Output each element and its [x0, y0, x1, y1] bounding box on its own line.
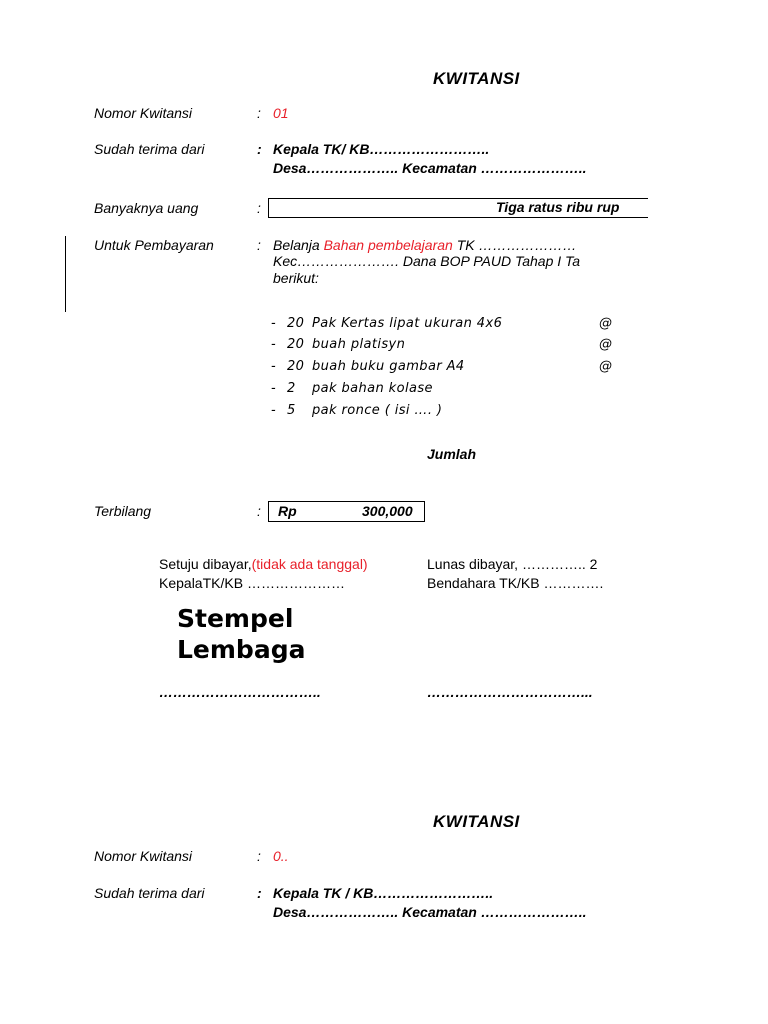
- item-desc: buah buku gambar A4: [312, 359, 465, 374]
- nomor-kwitansi-value: 0..: [273, 848, 289, 864]
- sudah-terima-label: Sudah terima dari: [94, 885, 205, 901]
- stamp-line-1: Stempel: [177, 604, 294, 633]
- item-desc: pak ronce ( isi …. ): [312, 403, 443, 418]
- bahan-pembelajaran-text: Bahan pembelajaran: [323, 237, 453, 253]
- untuk-pembayaran-label: Untuk Pembayaran: [94, 237, 214, 253]
- kepala-tk-line: Kepala TK / KB……………………..: [273, 885, 494, 901]
- colon: :: [257, 200, 261, 216]
- bendahara-label: Bendahara TK/KB ………….: [427, 575, 604, 591]
- item-desc: Pak Kertas lipat ukuran 4x6: [312, 316, 503, 331]
- belanja-text: Belanja: [273, 237, 320, 253]
- item-qty: 20: [287, 359, 305, 374]
- colon: :: [257, 237, 261, 253]
- nomor-kwitansi-label: Nomor Kwitansi: [94, 105, 193, 121]
- item-dash: -: [271, 403, 277, 418]
- item-at: @: [599, 337, 613, 352]
- nomor-kwitansi-value: 01: [273, 105, 289, 121]
- stamp-line-2: Lembaga: [177, 635, 306, 664]
- item-qty: 20: [287, 337, 305, 352]
- item-qty: 20: [287, 316, 305, 331]
- item-dash: -: [271, 359, 277, 374]
- stempel-lembaga: [177, 603, 305, 665]
- colon: :: [257, 885, 262, 901]
- colon: :: [257, 848, 261, 864]
- pembayaran-line-3: berikut:: [273, 270, 319, 286]
- item-desc: buah platisyn: [312, 337, 406, 352]
- item-dash: -: [271, 337, 277, 352]
- item-qty: 2: [287, 381, 296, 396]
- setuju-dibayar: [159, 556, 368, 572]
- item-at: @: [599, 316, 613, 331]
- rp-value: 300,000: [362, 503, 413, 519]
- sudah-terima-label: Sudah terima dari: [94, 141, 205, 157]
- tidak-ada-tanggal: (tidak ada tanggal): [251, 556, 368, 572]
- tk-dots-text: TK …………………: [456, 237, 577, 253]
- jumlah-label: Jumlah: [427, 446, 477, 462]
- desa-kecamatan-line: Desa……………….. Kecamatan …………………..: [273, 904, 587, 920]
- amount-words-value: Tiga ratus ribu rup: [496, 199, 620, 215]
- desa-kecamatan-line: Desa……………….. Kecamatan …………………..: [273, 160, 587, 176]
- item-at: @: [599, 359, 613, 374]
- setuju-text: Setuju dibayar,: [159, 556, 252, 572]
- lunas-dibayar: Lunas dibayar, ………….. 2: [427, 556, 598, 572]
- signature-line-left: ……………………………..: [159, 684, 321, 700]
- pembayaran-line-2: Kec…………………. Dana BOP PAUD Tahap I Ta: [273, 253, 581, 269]
- item-desc: pak bahan kolase: [312, 381, 433, 396]
- rp-label: Rp: [278, 503, 297, 519]
- banyaknya-uang-label: Banyaknya uang: [94, 200, 199, 216]
- colon: :: [257, 105, 261, 121]
- kepala-tkkb-label: KepalaTK/KB …………………: [159, 575, 345, 591]
- colon: :: [257, 503, 261, 519]
- signature-line-right: ……………………………...: [427, 684, 593, 700]
- kepala-tk-line: Kepala TK/ KB……………………..: [273, 141, 490, 157]
- item-dash: -: [271, 316, 277, 331]
- item-dash: -: [271, 381, 277, 396]
- item-qty: 5: [287, 403, 296, 418]
- terbilang-label: Terbilang: [94, 503, 152, 519]
- colon: :: [257, 141, 262, 157]
- margin-bar: [65, 236, 66, 312]
- nomor-kwitansi-label: Nomor Kwitansi: [94, 848, 193, 864]
- receipt-title: KWITANSI: [433, 812, 520, 831]
- receipt-title: KWITANSI: [433, 69, 520, 88]
